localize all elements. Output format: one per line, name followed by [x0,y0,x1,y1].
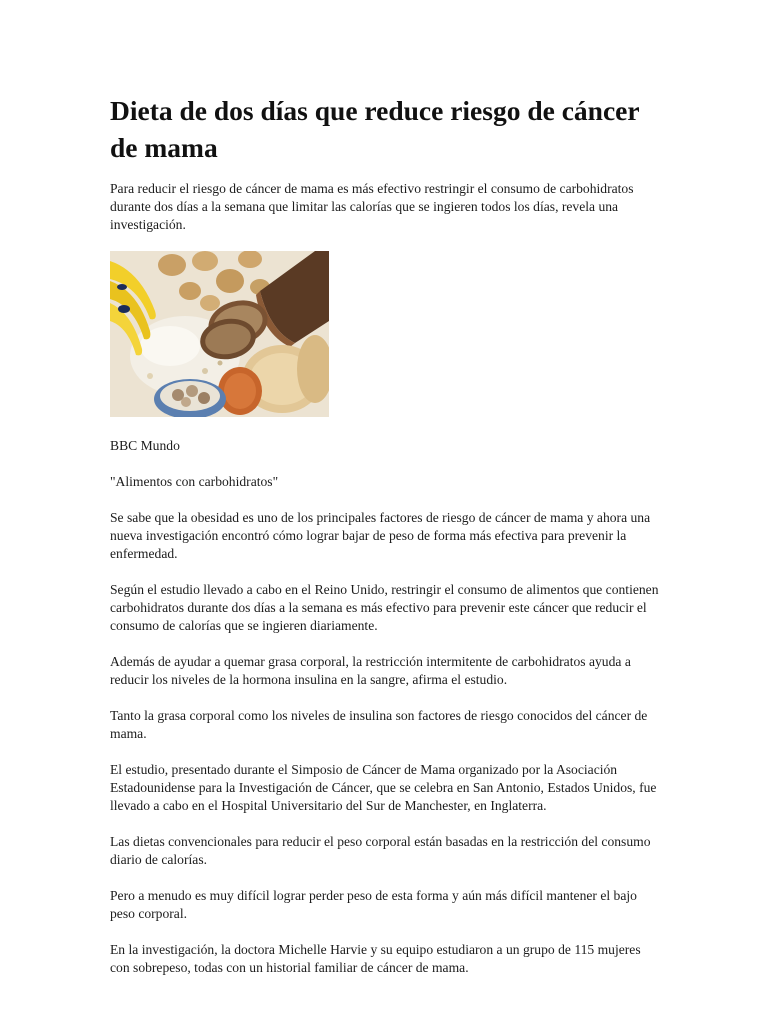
article [110,92,662,977]
carbohydrate-foods-photo [110,251,329,417]
article-title: Dieta de dos días que reduce riesgo de cáncer de mama [110,95,640,163]
article-paragraph: Además de ayudar a quemar grasa corporal, la restricción intermitente de carbohidratos ayuda a reducir los niveles de la hormona insulina en la sangre, afirma el estudio. [110,654,631,687]
article-paragraph: Según el estudio llevado a cabo en el Reino Unido, restringir el consumo de alimentos que contienen carbohidratos durante dos días a la semana es más efectivo para prevenir este cáncer que reducir el consumo de calorías que se ingieren diariamente. [110,582,659,633]
article-paragraph: El estudio, presentado durante el Simposio de Cáncer de Mama organizado por la Asociación Estadounidense para la Investigación de Cáncer, que se celebra en San Antonio, Estados Unidos, fue llevado a cabo en el Hospital Universitario del Sur de Manchester, en Inglaterra. [110,762,657,813]
article-paragraph: Pero a menudo es muy difícil lograr perder peso de esta forma y aún más difícil mantener el bajo peso corporal. [110,888,637,921]
article-lead: Para reducir el riesgo de cáncer de mama es más efectivo restringir el consumo de carbohidratos durante dos días a la semana que limitar las calorías que se ingieren todos los días, revela una investigación. [110,181,634,232]
article-paragraph: En la investigación, la doctora Michelle Harvie y su equipo estudiaron a un grupo de 115 mujeres con sobrepeso, todas con un historial familiar de cáncer de mama. [110,942,641,975]
photo-caption: "Alimentos con carbohidratos" [110,474,279,489]
article-paragraph: Tanto la grasa corporal como los niveles de insulina son factores de riesgo conocidos del cáncer de mama. [110,708,648,741]
article-paragraph: Se sabe que la obesidad es uno de los principales factores de riesgo de cáncer de mama y ahora una nueva investigación encontró cómo lograr bajar de peso de forma más efectiva para prevenir la enfermedad. [110,510,651,561]
article-paragraph: Las dietas convencionales para reducir el peso corporal están basadas en la restricción del consumo diario de calorías. [110,834,651,867]
article-source: BBC Mundo [110,438,180,453]
